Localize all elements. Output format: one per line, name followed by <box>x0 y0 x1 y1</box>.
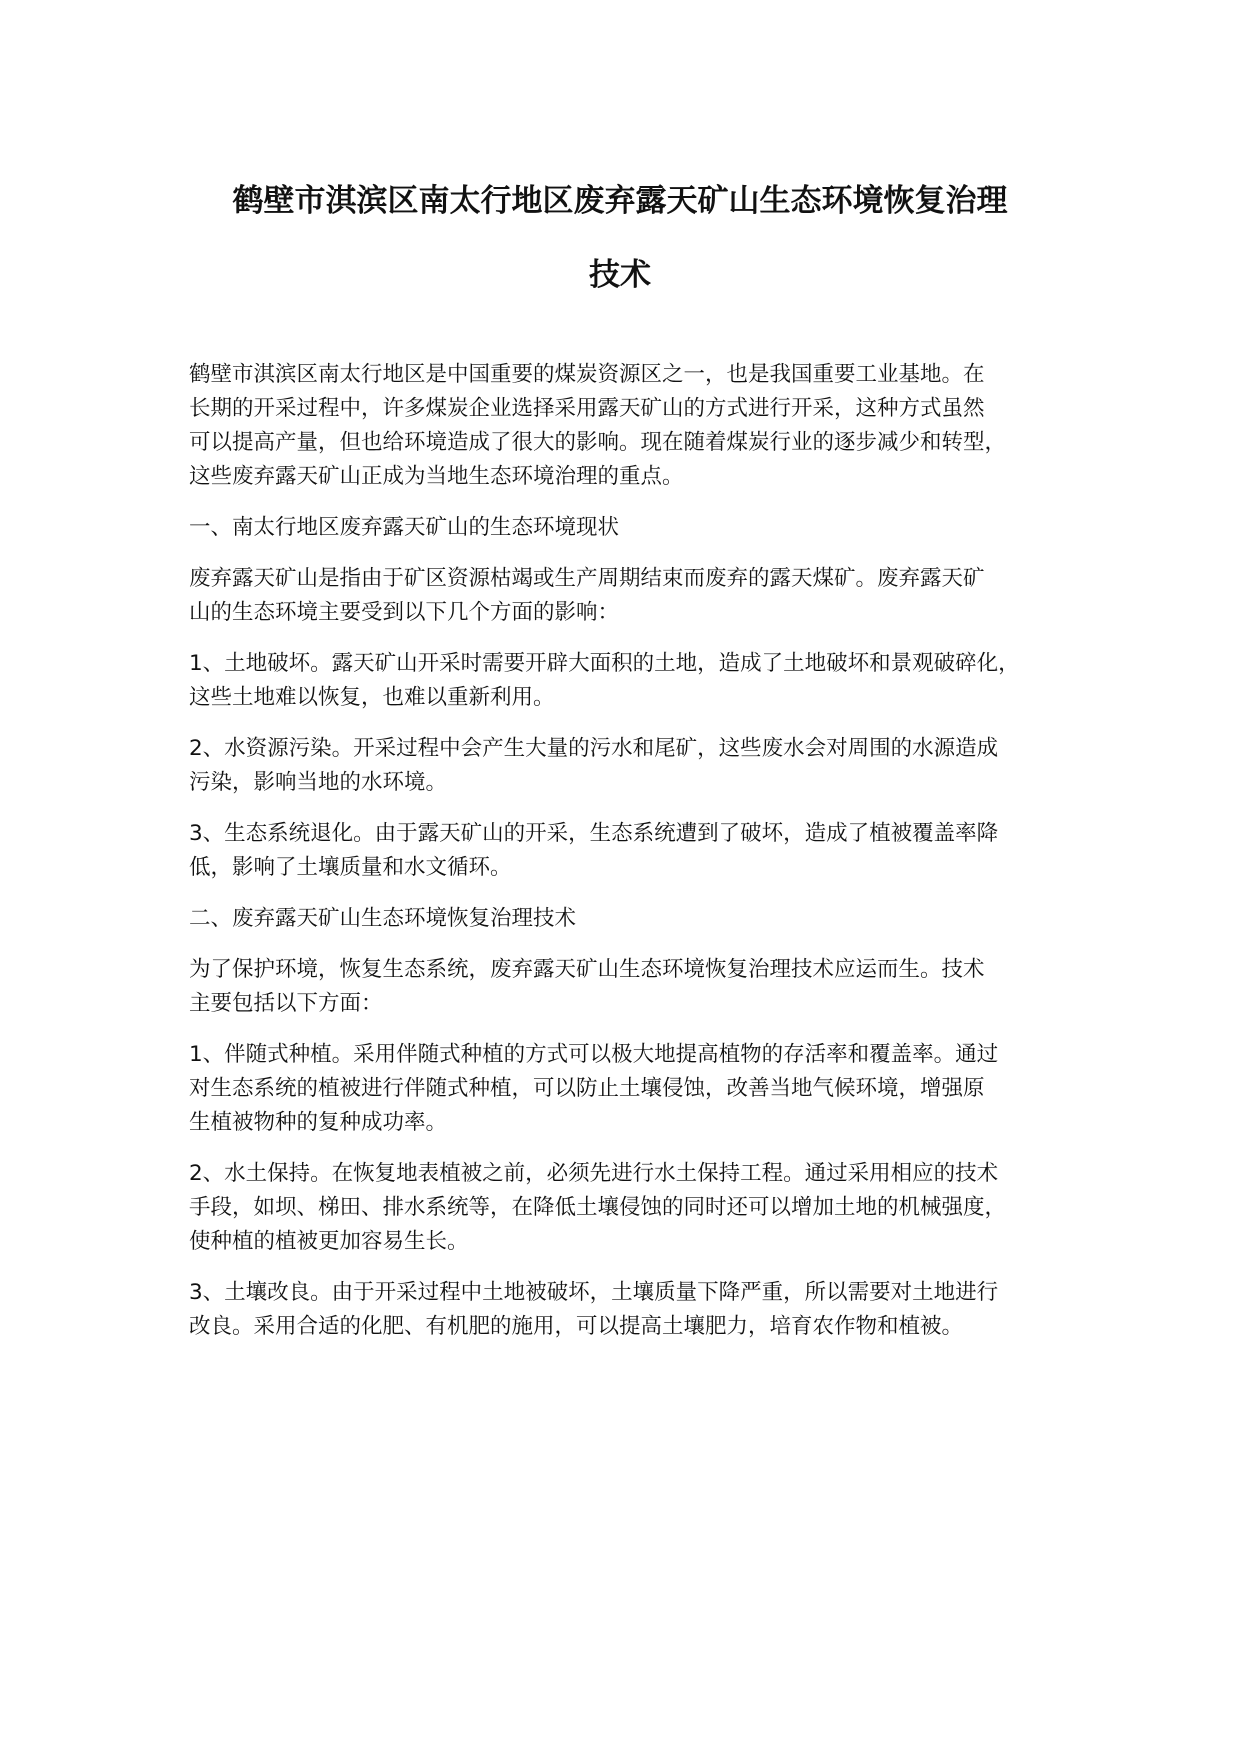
paragraph-definition <box>189 562 1089 630</box>
text-line: 2、水土保持。在恢复地表植被之前，必须先进行水土保持工程。通过采用相应的技术 <box>189 1161 999 1186</box>
text-line: 一、南太行地区废弃露天矿山的生态环境现状 <box>189 515 620 540</box>
list-item-soil-improvement <box>189 1276 1089 1344</box>
text-line: 2、水资源污染。开采过程中会产生大量的污水和尾矿，这些废水会对周围的水源造成 <box>189 736 999 761</box>
text-line: 主要包括以下方面： <box>189 991 383 1016</box>
text-line: 1、伴随式种植。采用伴随式种植的方式可以极大地提高植物的存活率和覆盖率。通过 <box>189 1042 999 1067</box>
text-line: 3、土壤改良。由于开采过程中土地被破坏，土壤质量下降严重，所以需要对土地进行 <box>189 1280 999 1305</box>
text-line: 长期的开采过程中，许多煤炭企业选择采用露天矿山的方式进行开采，这种方式虽然 <box>189 396 985 421</box>
document-body <box>189 358 1089 1361</box>
text-line: 生植被物种的复种成功率。 <box>189 1110 448 1135</box>
list-item-land-damage <box>189 647 1089 715</box>
list-item-companion-planting <box>189 1038 1089 1140</box>
text-line: 对生态系统的植被进行伴随式种植，可以防止土壤侵蚀，改善当地气候环境，增强原 <box>189 1076 985 1101</box>
text-line: 废弃露天矿山是指由于矿区资源枯竭或生产周期结束而废弃的露天煤矿。废弃露天矿 <box>189 566 985 591</box>
paragraph-techniques-intro <box>189 953 1089 1021</box>
text-line: 这些废弃露天矿山正成为当地生态环境治理的重点。 <box>189 464 684 489</box>
list-item-water-pollution <box>189 732 1089 800</box>
text-line: 二、废弃露天矿山生态环境恢复治理技术 <box>189 906 577 931</box>
text-line: 低，影响了土壤质量和水文循环。 <box>189 855 512 880</box>
section-heading-2 <box>189 902 1089 936</box>
text-line: 手段，如坝、梯田、排水系统等，在降低土壤侵蚀的同时还可以增加土地的机械强度， <box>189 1195 1007 1220</box>
list-item-soil-water-conservation <box>189 1157 1089 1259</box>
text-line: 3、生态系统退化。由于露天矿山的开采，生态系统遭到了破坏，造成了植被覆盖率降 <box>189 821 999 846</box>
text-line: 这些土地难以恢复，也难以重新利用。 <box>189 685 555 710</box>
section-heading-1 <box>189 511 1089 545</box>
text-line: 山的生态环境主要受到以下几个方面的影响： <box>189 600 620 625</box>
list-item-ecosystem-degradation <box>189 817 1089 885</box>
paragraph-intro <box>189 358 1089 494</box>
text-line: 1、土地破坏。露天矿山开采时需要开辟大面积的土地，造成了土地破坏和景观破碎化， <box>189 651 1020 676</box>
text-line: 污染，影响当地的水环境。 <box>189 770 448 795</box>
document-title-line-2: 技术 <box>589 257 651 293</box>
document-title-line-1: 鹤壁市淇滨区南太行地区废弃露天矿山生态环境恢复治理 <box>232 183 1008 219</box>
text-line: 鹤壁市淇滨区南太行地区是中国重要的煤炭资源区之一，也是我国重要工业基地。在 <box>189 362 985 387</box>
text-line: 使种植的植被更加容易生长。 <box>189 1229 469 1254</box>
text-line: 可以提高产量，但也给环境造成了很大的影响。现在随着煤炭行业的逐步减少和转型， <box>189 430 1007 455</box>
text-line: 改良。采用合适的化肥、有机肥的施用，可以提高土壤肥力，培育农作物和植被。 <box>189 1314 964 1339</box>
text-line: 为了保护环境，恢复生态系统，废弃露天矿山生态环境恢复治理技术应运而生。技术 <box>189 957 985 982</box>
